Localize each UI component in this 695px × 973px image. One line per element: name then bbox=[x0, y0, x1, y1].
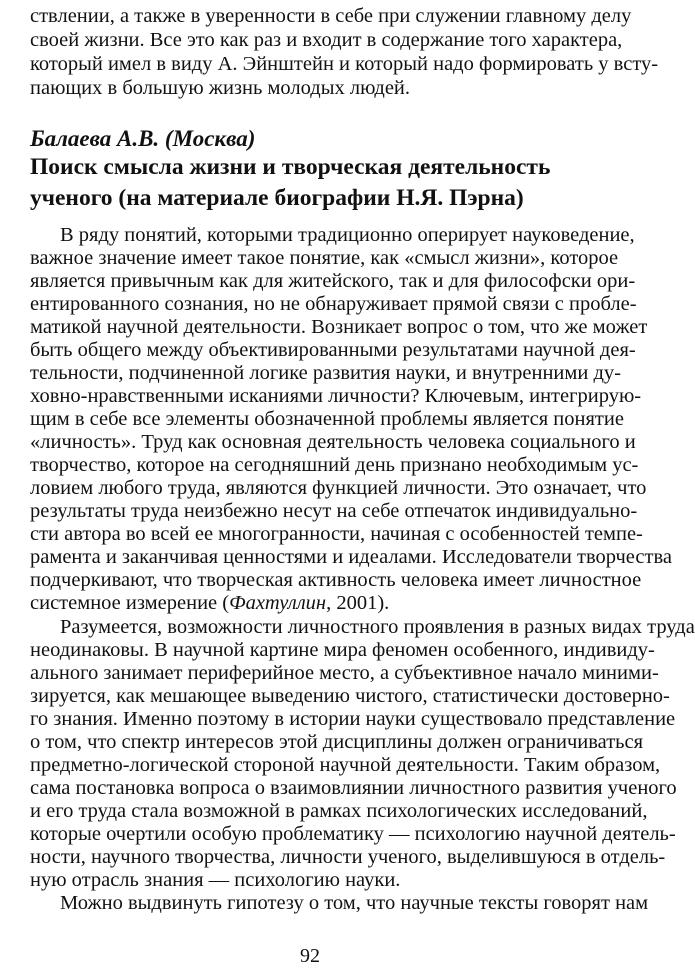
text-line: неодинаковы. В научной картине мира феномен особенного, индивиду- bbox=[30, 639, 655, 661]
text-line: и его труда стала возможной в рамках психологических исследований, bbox=[30, 800, 648, 822]
text-line: является привычным как для житейского, так и для философски ори- bbox=[30, 270, 636, 292]
text-line: зируется, как мешающее выведению чистого, статистически достоверно- bbox=[30, 685, 670, 707]
text-line: о том, что спектр интересов этой дисциплины должен ограничиваться bbox=[30, 731, 644, 753]
citation-lead: системное измерение ( bbox=[30, 592, 230, 614]
text-line: матикой научной деятельности. Возникает вопрос о том, что же может bbox=[30, 316, 648, 338]
text-line: пающих в большую жизнь молодых людей. bbox=[30, 77, 411, 99]
page-number: 92 bbox=[300, 945, 320, 967]
citation-author: Фахтуллин bbox=[229, 592, 327, 614]
article-title-line: ученого (на материале биографии Н.Я. Пэрна) bbox=[30, 185, 524, 211]
text-line: Разумеется, возможности личностного проявления в разных видах труда bbox=[60, 616, 695, 638]
article-title-line: Поиск смысла жизни и творческая деятельность bbox=[30, 154, 551, 180]
text-line: го знания. Именно поэтому в истории науки существовало представление bbox=[30, 708, 676, 730]
text-line: «личность». Труд как основная деятельность человека социального и bbox=[30, 431, 636, 453]
text-line: Можно выдвинуть гипотезу о том, что научные тексты говорят нам bbox=[60, 892, 649, 914]
article-author: Балаева А.В. (Москва) bbox=[30, 126, 256, 151]
text-line: важное значение имеет такое понятие, как «смысл жизни», которое bbox=[30, 247, 619, 269]
text-line: своей жизни. Все это как раз и входит в содержание того характера, bbox=[30, 29, 623, 51]
text-line: ховно-нравственными исканиями личности? Ключевым, интегрирую- bbox=[30, 385, 642, 407]
text-line: сти автора во всей ее многогранности, начиная с особенностей темпе- bbox=[30, 523, 643, 545]
text-line: ствлении, а также в уверенности в себе при служении главному делу bbox=[30, 5, 632, 27]
text-line: ности, научного творчества, личности ученого, выделившуюся в отдель- bbox=[30, 846, 666, 868]
text-line: сама постановка вопроса о взаимовлиянии личностного развития ученого bbox=[30, 777, 677, 799]
text-line: В ряду понятий, которыми традиционно оперирует науковедение, bbox=[60, 224, 635, 246]
text-line: творчество, которое на сегодняшний день признано необходимым ус- bbox=[30, 454, 639, 476]
text-line: рамента и заканчивая ценностями и идеалами. Исследователи творчества bbox=[30, 546, 672, 568]
text-line: предметно-логической стороной научной деятельности. Таким образом, bbox=[30, 754, 661, 776]
text-line: которые очертили особую проблематику — психологию научной деятель- bbox=[30, 823, 676, 845]
text-line: ентированного сознания, но не обнаруживает прямой связи с пробле- bbox=[30, 293, 637, 315]
text-line-with-citation bbox=[30, 591, 592, 615]
citation-tail: , 2001). bbox=[326, 592, 390, 614]
text-line: который имел в виду А. Эйнштейн и который надо формировать у всту- bbox=[30, 53, 659, 75]
text-line: результаты труда неизбежно несут на себе отпечаток индивидуально- bbox=[30, 500, 638, 522]
text-line: подчеркивают, что творческая активность человека имеет личностное bbox=[30, 569, 642, 591]
text-line: ную отрасль знания — психологию науки. bbox=[30, 869, 401, 891]
text-line: тельности, подчиненной логике развития науки, и внутренними ду- bbox=[30, 362, 621, 384]
text-line: ального занимает периферийное место, а субъективное начало миними- bbox=[30, 662, 659, 684]
text-line: щим в себе все элементы обозначенной проблемы является понятие bbox=[30, 408, 624, 430]
text-line: ловием любого труда, являются функцией личности. Это означает, что bbox=[30, 477, 647, 499]
text-line: быть общего между объективированными результатами научной дея- bbox=[30, 339, 636, 361]
